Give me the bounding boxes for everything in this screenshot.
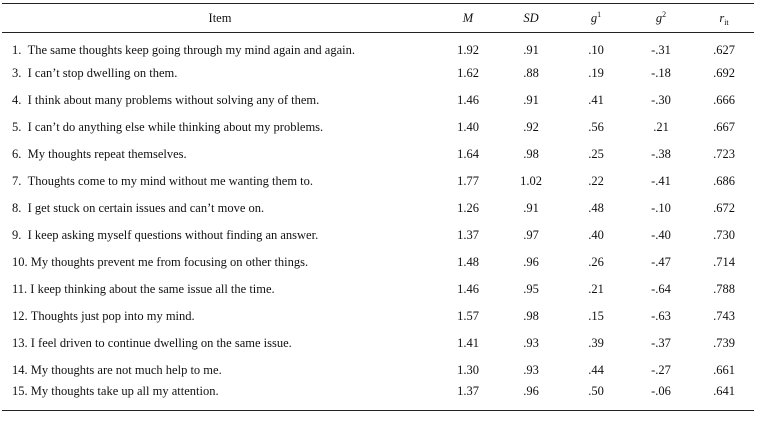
table-row <box>2 384 754 411</box>
header-g2 <box>628 4 694 33</box>
header-rit-sub: it <box>724 17 729 27</box>
cell-rit: .739 <box>713 335 735 350</box>
table-header <box>2 4 754 33</box>
cell-g2: -.10 <box>651 200 671 215</box>
cell-rit: .627 <box>713 43 735 58</box>
cell-g2: -.30 <box>651 92 671 107</box>
cell-sd: 1.02 <box>520 173 542 188</box>
cell-mean: 1.46 <box>457 92 479 107</box>
cell-mean: 1.57 <box>457 308 479 323</box>
cell-mean: 1.48 <box>457 254 479 269</box>
cell-rit: .666 <box>713 92 735 107</box>
cell-g2: -.41 <box>651 173 671 188</box>
cell-item: 7. Thoughts come to my mind without me wanting them to. <box>12 173 314 188</box>
table-body <box>2 33 754 411</box>
cell-g2: -.31 <box>651 43 671 58</box>
cell-mean: 1.77 <box>457 173 479 188</box>
table-row <box>2 141 754 168</box>
cell-g2: .21 <box>653 119 669 134</box>
cell-item: 10. My thoughts prevent me from focusing on other things. <box>12 254 309 269</box>
item-statistics-table <box>2 3 754 411</box>
cell-sd: .93 <box>523 362 539 377</box>
table-row <box>2 249 754 276</box>
cell-rit: .743 <box>713 308 735 323</box>
cell-sd: .91 <box>523 200 539 215</box>
cell-g1: .40 <box>588 227 604 242</box>
cell-sd: .98 <box>523 146 539 161</box>
header-sd <box>498 4 564 33</box>
cell-mean: 1.26 <box>457 200 479 215</box>
cell-item: 9. I keep asking myself questions without finding an answer. <box>12 227 319 242</box>
header-g1-base: g <box>590 10 598 25</box>
cell-sd: .95 <box>523 281 539 296</box>
cell-mean: 1.41 <box>457 335 479 350</box>
cell-sd: .96 <box>498 384 564 411</box>
cell-item: 1. The same thoughts keep going through my mind again and again. <box>12 43 355 58</box>
cell-g1: .25 <box>588 146 604 161</box>
cell-item: 3. I can’t stop dwelling on them. <box>12 65 178 80</box>
cell-g1: .26 <box>588 254 604 269</box>
cell-g1: .15 <box>588 308 604 323</box>
cell-item: 15. My thoughts take up all my attention. <box>2 384 438 411</box>
cell-g1: .10 <box>588 43 604 58</box>
table-row <box>2 87 754 114</box>
cell-sd: .96 <box>523 254 539 269</box>
cell-rit: .672 <box>713 200 735 215</box>
cell-g2: -.18 <box>651 65 671 80</box>
table-row <box>2 276 754 303</box>
cell-mean: 1.92 <box>457 43 479 58</box>
table-row <box>2 60 754 87</box>
header-row <box>2 4 754 33</box>
cell-sd: .97 <box>523 227 539 242</box>
cell-rit: .661 <box>713 362 735 377</box>
cell-sd: .91 <box>523 92 539 107</box>
cell-item: 8. I get stuck on certain issues and can’t move on. <box>12 200 265 215</box>
cell-sd: .88 <box>523 65 539 80</box>
cell-g1: .19 <box>588 65 604 80</box>
header-mean <box>438 4 498 33</box>
cell-sd: .98 <box>523 308 539 323</box>
header-g1 <box>564 4 628 33</box>
cell-g2: -.27 <box>651 362 671 377</box>
header-sd-label: SD <box>523 10 539 25</box>
cell-g1: .22 <box>588 173 604 188</box>
cell-sd: .93 <box>523 335 539 350</box>
cell-g1: .56 <box>588 119 604 134</box>
cell-item: 12. Thoughts just pop into my mind. <box>12 308 195 323</box>
cell-item: 6. My thoughts repeat themselves. <box>12 146 187 161</box>
cell-sd: .92 <box>523 119 539 134</box>
table-row <box>2 357 754 384</box>
cell-g1: .44 <box>588 362 604 377</box>
header-rit-base: r <box>719 10 725 25</box>
cell-rit: .730 <box>713 227 735 242</box>
cell-g2: -.06 <box>628 384 694 411</box>
table-row <box>2 222 754 249</box>
cell-mean: 1.37 <box>457 227 479 242</box>
cell-rit: .667 <box>713 119 735 134</box>
table-row <box>2 114 754 141</box>
cell-mean: 1.64 <box>457 146 479 161</box>
cell-sd: .91 <box>523 43 539 58</box>
table-row <box>2 33 754 60</box>
header-g2-base: g <box>655 10 663 25</box>
cell-rit: .788 <box>713 281 735 296</box>
cell-rit: .723 <box>713 146 735 161</box>
header-mean-label: M <box>462 10 474 25</box>
cell-g2: -.37 <box>651 335 671 350</box>
cell-item: 4. I think about many problems without solving any of them. <box>12 92 320 107</box>
cell-rit: .641 <box>694 384 754 411</box>
table-row <box>2 168 754 195</box>
cell-g2: -.64 <box>651 281 671 296</box>
cell-mean: 1.40 <box>457 119 479 134</box>
cell-rit: .692 <box>713 65 735 80</box>
cell-g1: .41 <box>588 92 604 107</box>
cell-mean: 1.30 <box>457 362 479 377</box>
header-g2-sup: 2 <box>662 9 667 19</box>
cell-item: 13. I feel driven to continue dwelling on the same issue. <box>12 335 292 350</box>
cell-g1: .21 <box>588 281 604 296</box>
cell-g2: -.38 <box>651 146 671 161</box>
cell-g2: -.40 <box>651 227 671 242</box>
table-row <box>2 195 754 222</box>
header-rit <box>694 4 754 33</box>
cell-g2: -.63 <box>651 308 671 323</box>
cell-item: 11. I keep thinking about the same issue all the time. <box>12 281 275 296</box>
cell-g1: .48 <box>588 200 604 215</box>
cell-mean: 1.46 <box>457 281 479 296</box>
header-item: Item <box>2 4 438 33</box>
cell-g1: .39 <box>588 335 604 350</box>
cell-rit: .714 <box>713 254 735 269</box>
cell-mean: 1.62 <box>457 65 479 80</box>
cell-mean: 1.37 <box>438 384 498 411</box>
cell-item: 5. I can’t do anything else while thinking about my problems. <box>12 119 324 134</box>
cell-g1: .50 <box>564 384 628 411</box>
cell-g2: -.47 <box>651 254 671 269</box>
cell-item: 14. My thoughts are not much help to me. <box>12 362 222 377</box>
cell-rit: .686 <box>713 173 735 188</box>
header-g1-sup: 1 <box>597 9 602 19</box>
table-row <box>2 303 754 330</box>
table-row <box>2 330 754 357</box>
